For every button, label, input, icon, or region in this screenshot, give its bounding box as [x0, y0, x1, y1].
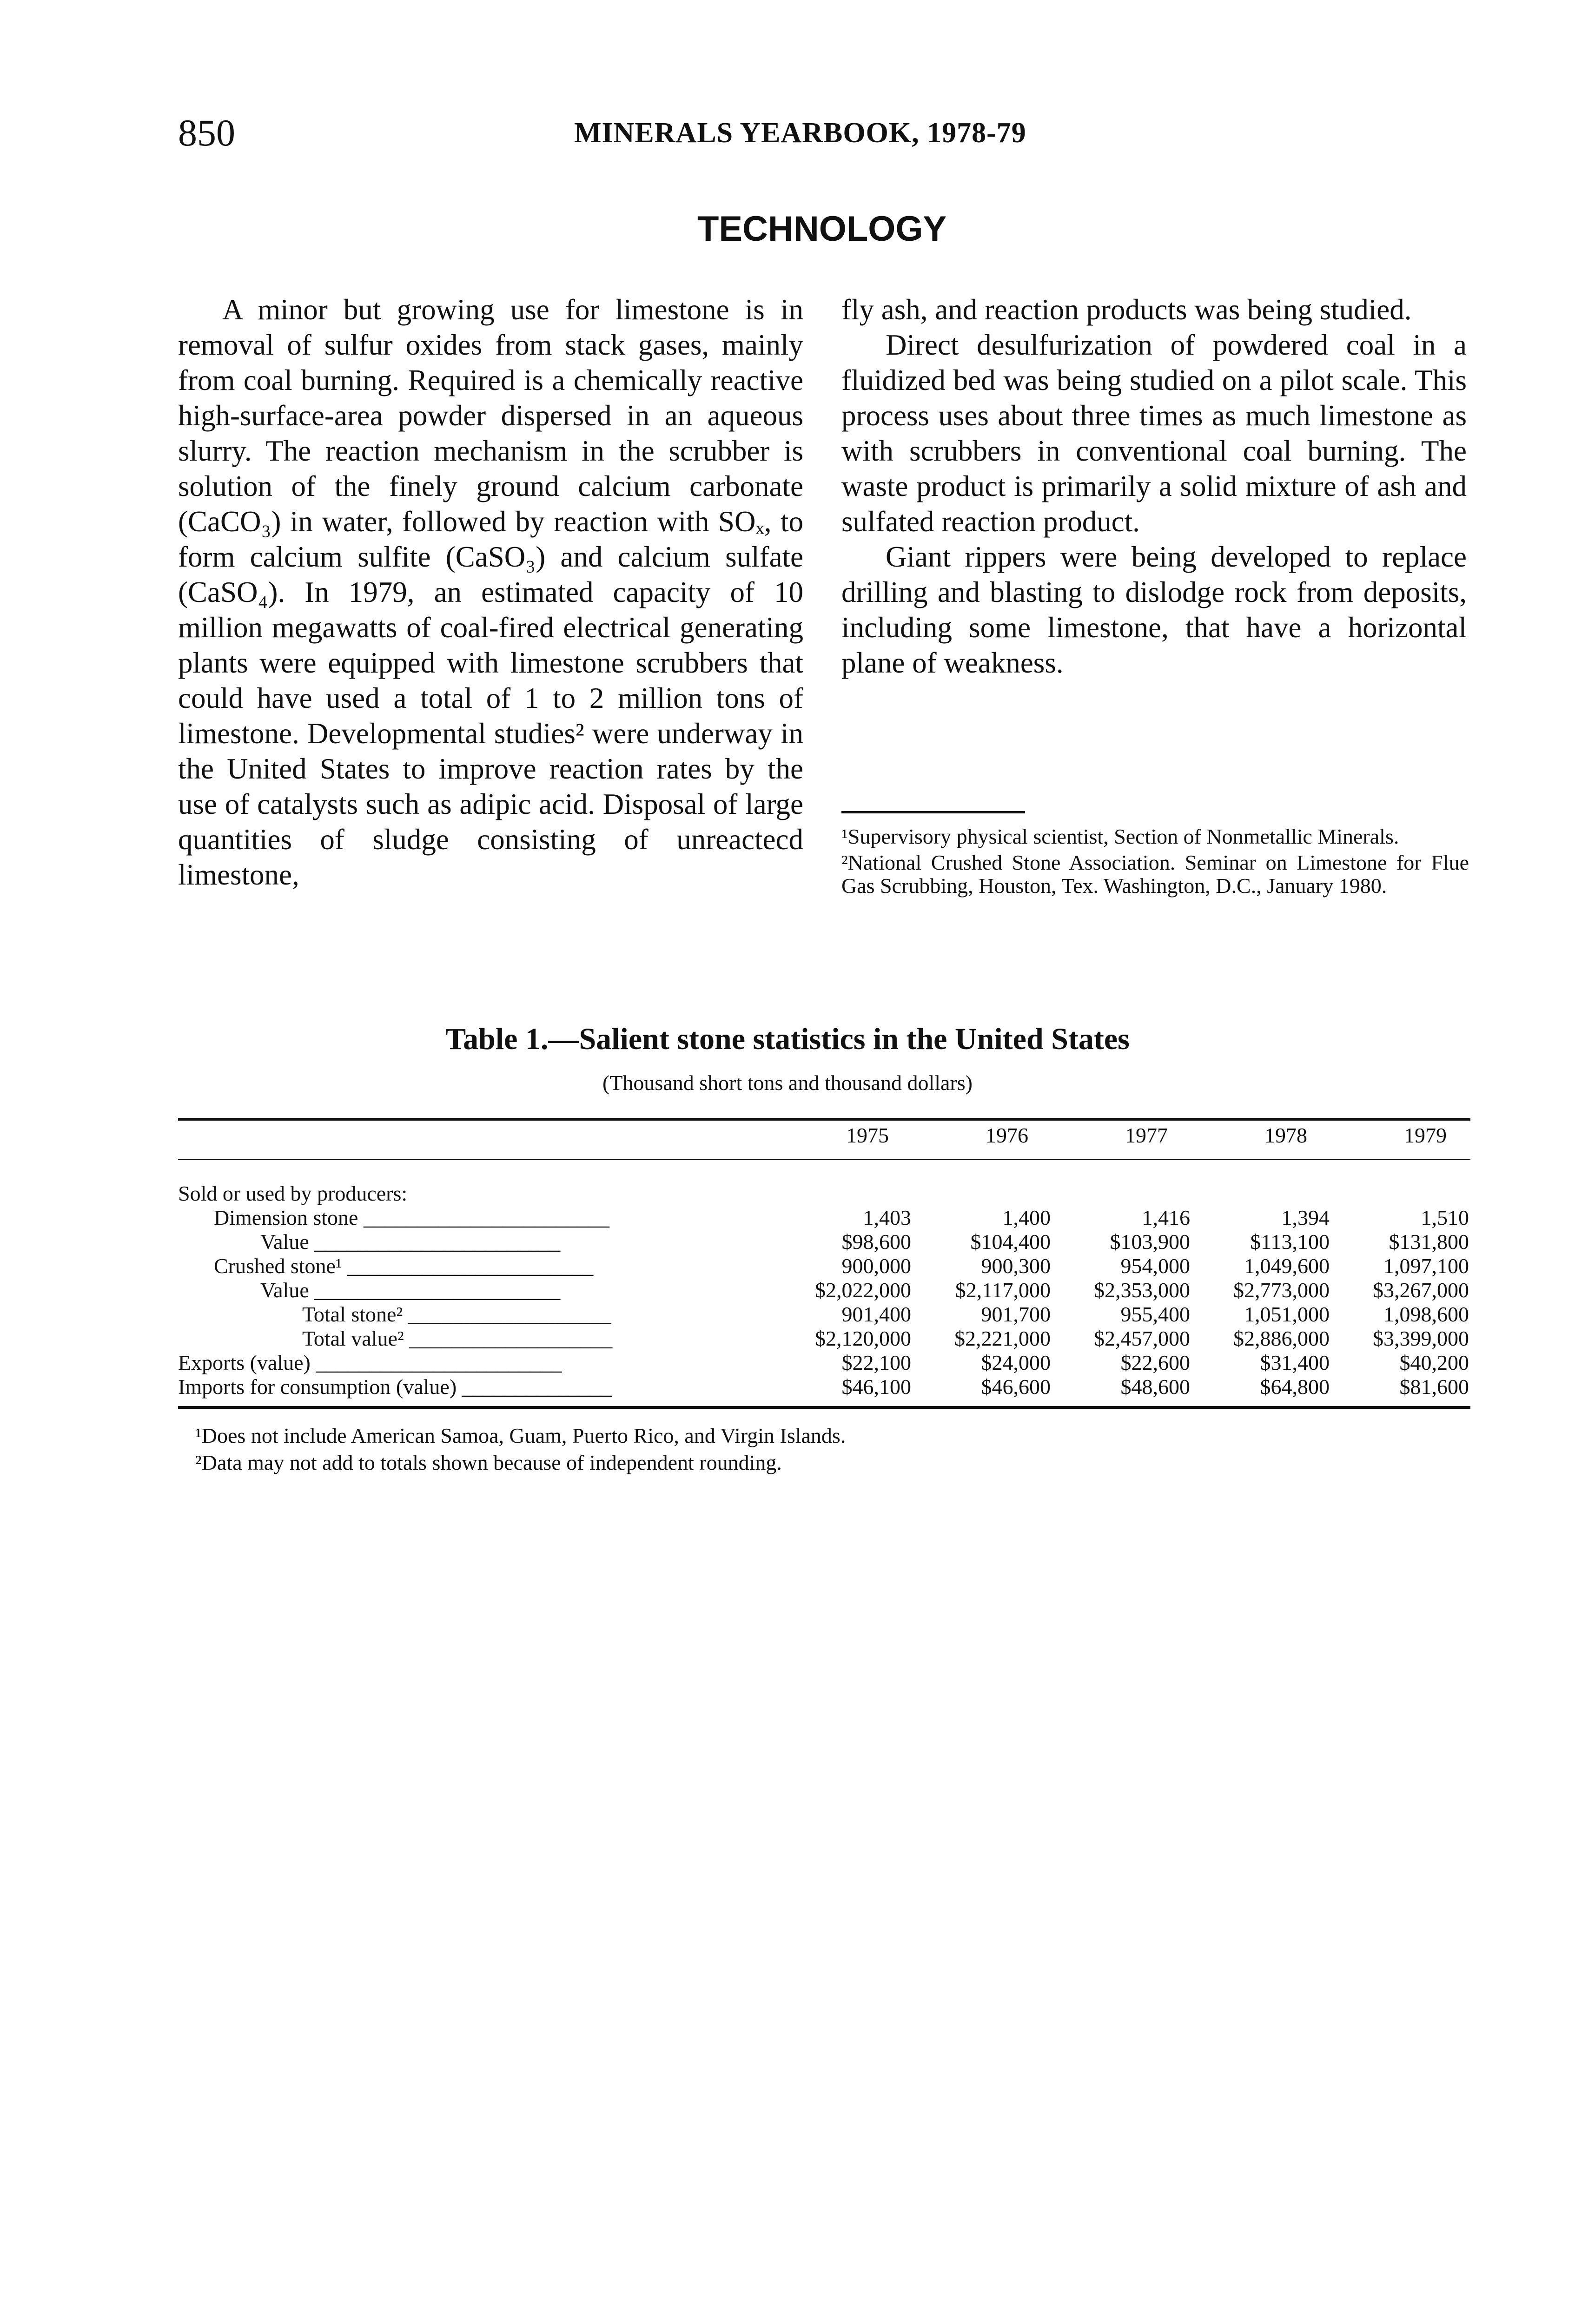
- table-cell: 1,098,600: [1383, 1302, 1469, 1326]
- table-cell: $48,600: [1120, 1375, 1190, 1399]
- table-cell: 955,400: [1120, 1302, 1190, 1326]
- table-cell: 954,000: [1120, 1254, 1190, 1278]
- table-footnotes: [195, 1422, 846, 1476]
- table-cell: 1,049,600: [1244, 1254, 1330, 1278]
- table-cell: 900,300: [981, 1254, 1051, 1278]
- row-label: Value _______________________: [260, 1230, 561, 1254]
- table-cell: $22,100: [841, 1351, 911, 1374]
- table-title: Table 1.—Salient stone statistics in the United States: [445, 1022, 1130, 1056]
- table-cell: 1,416: [1142, 1206, 1190, 1229]
- row-label: Imports for consumption (value) ______________: [178, 1375, 612, 1399]
- table-top-rule: [178, 1118, 1470, 1121]
- row-label: Sold or used by producers:: [178, 1182, 408, 1205]
- table-cell: $3,399,000: [1373, 1327, 1469, 1350]
- table-cell: $104,400: [970, 1230, 1051, 1254]
- table-cell: $81,600: [1399, 1375, 1469, 1399]
- table-cell: $46,600: [981, 1375, 1051, 1399]
- table-cell: 901,400: [841, 1302, 911, 1326]
- table-cell: $46,100: [841, 1375, 911, 1399]
- table-cell: $2,117,000: [955, 1278, 1051, 1302]
- table-cell: $2,221,000: [954, 1327, 1051, 1350]
- table-cell: $31,400: [1260, 1351, 1330, 1374]
- table-cell: 1,394: [1281, 1206, 1330, 1229]
- table-cell: $2,457,000: [1094, 1327, 1190, 1350]
- column-footnotes: [841, 825, 1469, 900]
- table-cell: $22,600: [1120, 1351, 1190, 1374]
- year-header: 1977: [1125, 1123, 1168, 1147]
- table-cell: $40,200: [1399, 1351, 1469, 1374]
- year-header: 1979: [1404, 1123, 1447, 1147]
- row-label: Total stone² ___________________: [302, 1302, 611, 1326]
- table-cell: 1,097,100: [1383, 1254, 1469, 1278]
- table-footnote-2: ²Data may not add to totals shown because of independent rounding.: [195, 1451, 782, 1474]
- table-cell: $2,353,000: [1094, 1278, 1190, 1302]
- table-cell: $64,800: [1260, 1375, 1330, 1399]
- table-footnote-1: ¹Does not include American Samoa, Guam, Puerto Rico, and Virgin Islands.: [195, 1424, 846, 1447]
- footnote-divider: [841, 811, 1025, 813]
- page-number: 850: [178, 112, 235, 154]
- table-bottom-rule: [178, 1406, 1470, 1409]
- table-cell: $2,886,000: [1233, 1327, 1330, 1350]
- row-label: Exports (value) _______________________: [178, 1351, 562, 1374]
- table-cell: $2,773,000: [1233, 1278, 1330, 1302]
- running-title: MINERALS YEARBOOK, 1978-79: [574, 117, 1026, 149]
- footnote-1: ¹Supervisory physical scientist, Section of Nonmetallic Minerals.: [841, 825, 1399, 848]
- body-paragraph-limestone-scrubbing: A minor but growing use for limestone is in removal of sulfur oxides from stack gases, mainly from coal burning. Required is a chemically reactive high-surface-area powder dispersed in an aqueous slurry. The reaction mechanism in the scrubber is solution of the finely ground calcium carbonate (CaCO₃) in water, followed by reaction with SOₓ, to form calcium sulfite (CaSO₃) and calcium sulfate (CaSO₄). In 1979, an estimated capacity of 10 million megawatts of coal-fired electrical generating plants were equipped with limestone scrubbers that could have used a total of 1 to 2 million tons of limestone. Developmental studies² were underway in the United States to improve reaction rates by the use of catalysts such as adipic acid. Disposal of large quantities of sludge consisting of unreactecd limestone,: [178, 293, 803, 891]
- table-cell: $103,900: [1110, 1230, 1190, 1254]
- table-cell: 1,403: [863, 1206, 911, 1229]
- section-title: TECHNOLOGY: [697, 209, 947, 249]
- row-label: Dimension stone _______________________: [214, 1206, 609, 1229]
- table-cell: 901,700: [981, 1302, 1051, 1326]
- table-cell: $98,600: [841, 1230, 911, 1254]
- table-cell: $131,800: [1389, 1230, 1469, 1254]
- year-header: 1976: [986, 1123, 1028, 1147]
- year-header: 1975: [846, 1123, 889, 1147]
- table-cell: $24,000: [981, 1351, 1051, 1374]
- left-column: [178, 292, 803, 892]
- table-cell: 900,000: [841, 1254, 911, 1278]
- table-cell: $2,022,000: [815, 1278, 911, 1302]
- table-cell: 1,400: [1002, 1206, 1051, 1229]
- table-header-rule: [178, 1159, 1470, 1160]
- body-paragraph-giant-rippers: Giant rippers were being developed to replace drilling and blasting to dislodge rock from deposits, including some limestone, that have a horizontal plane of weakness.: [841, 541, 1467, 679]
- body-paragraph-fly-ash: fly ash, and reaction products was being studied.: [841, 293, 1412, 326]
- footnote-2: ²National Crushed Stone Association. Seminar on Limestone for Flue Gas Scrubbing, Houston, Tex. Washington, D.C., January 1980.: [841, 851, 1469, 898]
- table-cell: 1,051,000: [1244, 1302, 1330, 1326]
- row-label: Value _______________________: [260, 1278, 561, 1302]
- body-paragraph-desulfurization: Direct desulfurization of powdered coal in a fluidized bed was being studied on a pilot scale. This process uses about three times as much limestone as with scrubbers in conventional coal burning. The waste product is primarily a solid mixture of ash and sulfated reaction product.: [841, 329, 1467, 538]
- table-cell: $2,120,000: [815, 1327, 911, 1350]
- row-label: Crushed stone¹ _______________________: [214, 1254, 594, 1278]
- table-cell: 1,510: [1421, 1206, 1469, 1229]
- table-cell: $3,267,000: [1373, 1278, 1469, 1302]
- table-subtitle: (Thousand short tons and thousand dollars): [602, 1071, 973, 1095]
- year-header: 1978: [1264, 1123, 1307, 1147]
- table-cell: $113,100: [1250, 1230, 1330, 1254]
- row-label: Total value² ___________________: [302, 1327, 613, 1350]
- right-column: [841, 292, 1467, 680]
